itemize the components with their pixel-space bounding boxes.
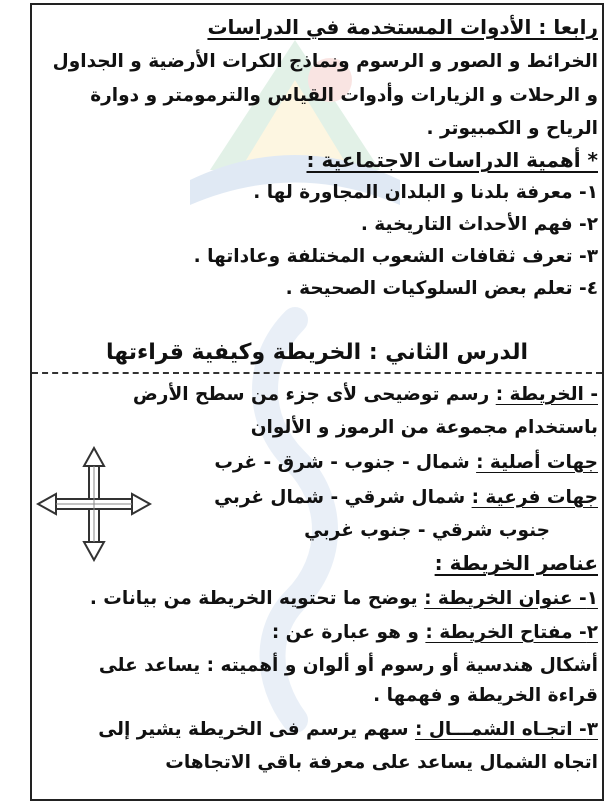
lesson-title: الدرس الثاني : الخريطة وكيفية قراءتها [105, 340, 529, 365]
map-element-north: ٣- اتجـاه الشمـــال : سهم يرسم فى الخريطة يشير إلى [98, 719, 598, 740]
map-element-title: ١- عنوان الخريطة : يوضح ما تحتويه الخريطة من بيانات . [89, 588, 598, 609]
cardinal-directions: جهات أصلية : شمال - جنوب - شرق - غرب [214, 452, 598, 473]
map-element-key: ٢- مفتاح الخريطة : و هو عبارة عن : [271, 622, 598, 643]
map-element-north-line2: اتجاه الشمال يساعد على معرفة باقي الاتجاهات [165, 752, 598, 773]
sub-directions: جهات فرعية : شمال شرقي - شمال غربي [214, 487, 598, 508]
compass-arrows-icon [36, 446, 152, 562]
map-elements-heading: عناصر الخريطة : [434, 551, 598, 575]
section4-line2: و الرحلات و الزيارات وأدوات القياس والترمومتر و دوارة [90, 85, 598, 106]
importance-item-4: ٤- تعلم بعض السلوكيات الصحيحة . [285, 278, 598, 299]
importance-heading: * أهمية الدراسات الاجتماعية : [306, 148, 598, 172]
section4-line3: الرياح و الكمبيوتر . [426, 118, 598, 139]
section4-heading: رابعا : الأدوات المستخدمة في الدراسات [207, 15, 598, 39]
importance-item-3: ٣- تعرف ثقافات الشعوب المختلفة وعاداتها . [193, 246, 598, 267]
map-element-key-line3: قراءة الخريطة و فهمها . [373, 685, 598, 706]
section4-line1: الخرائط و الصور و الرسوم ونماذج الكرات الأرضية و الجداول [52, 51, 598, 72]
importance-item-2: ٢- فهم الأحداث التاريخية . [360, 214, 598, 235]
map-element-key-line2: أشكال هندسية أو رسوم أو ألوان و أهميته : يساعد على [98, 655, 598, 676]
map-definition-line2: باستخدام مجموعة من الرموز و الألوان [250, 417, 598, 438]
sub-directions-line2: جنوب شرقي - جنوب غربي [304, 520, 550, 541]
section-divider [32, 372, 602, 374]
importance-item-1: ١- معرفة بلدنا و البلدان المجاورة لها . [253, 182, 598, 203]
map-definition: - الخريطة : رسم توضيحى لأى جزء من سطح الأرض [132, 384, 598, 405]
